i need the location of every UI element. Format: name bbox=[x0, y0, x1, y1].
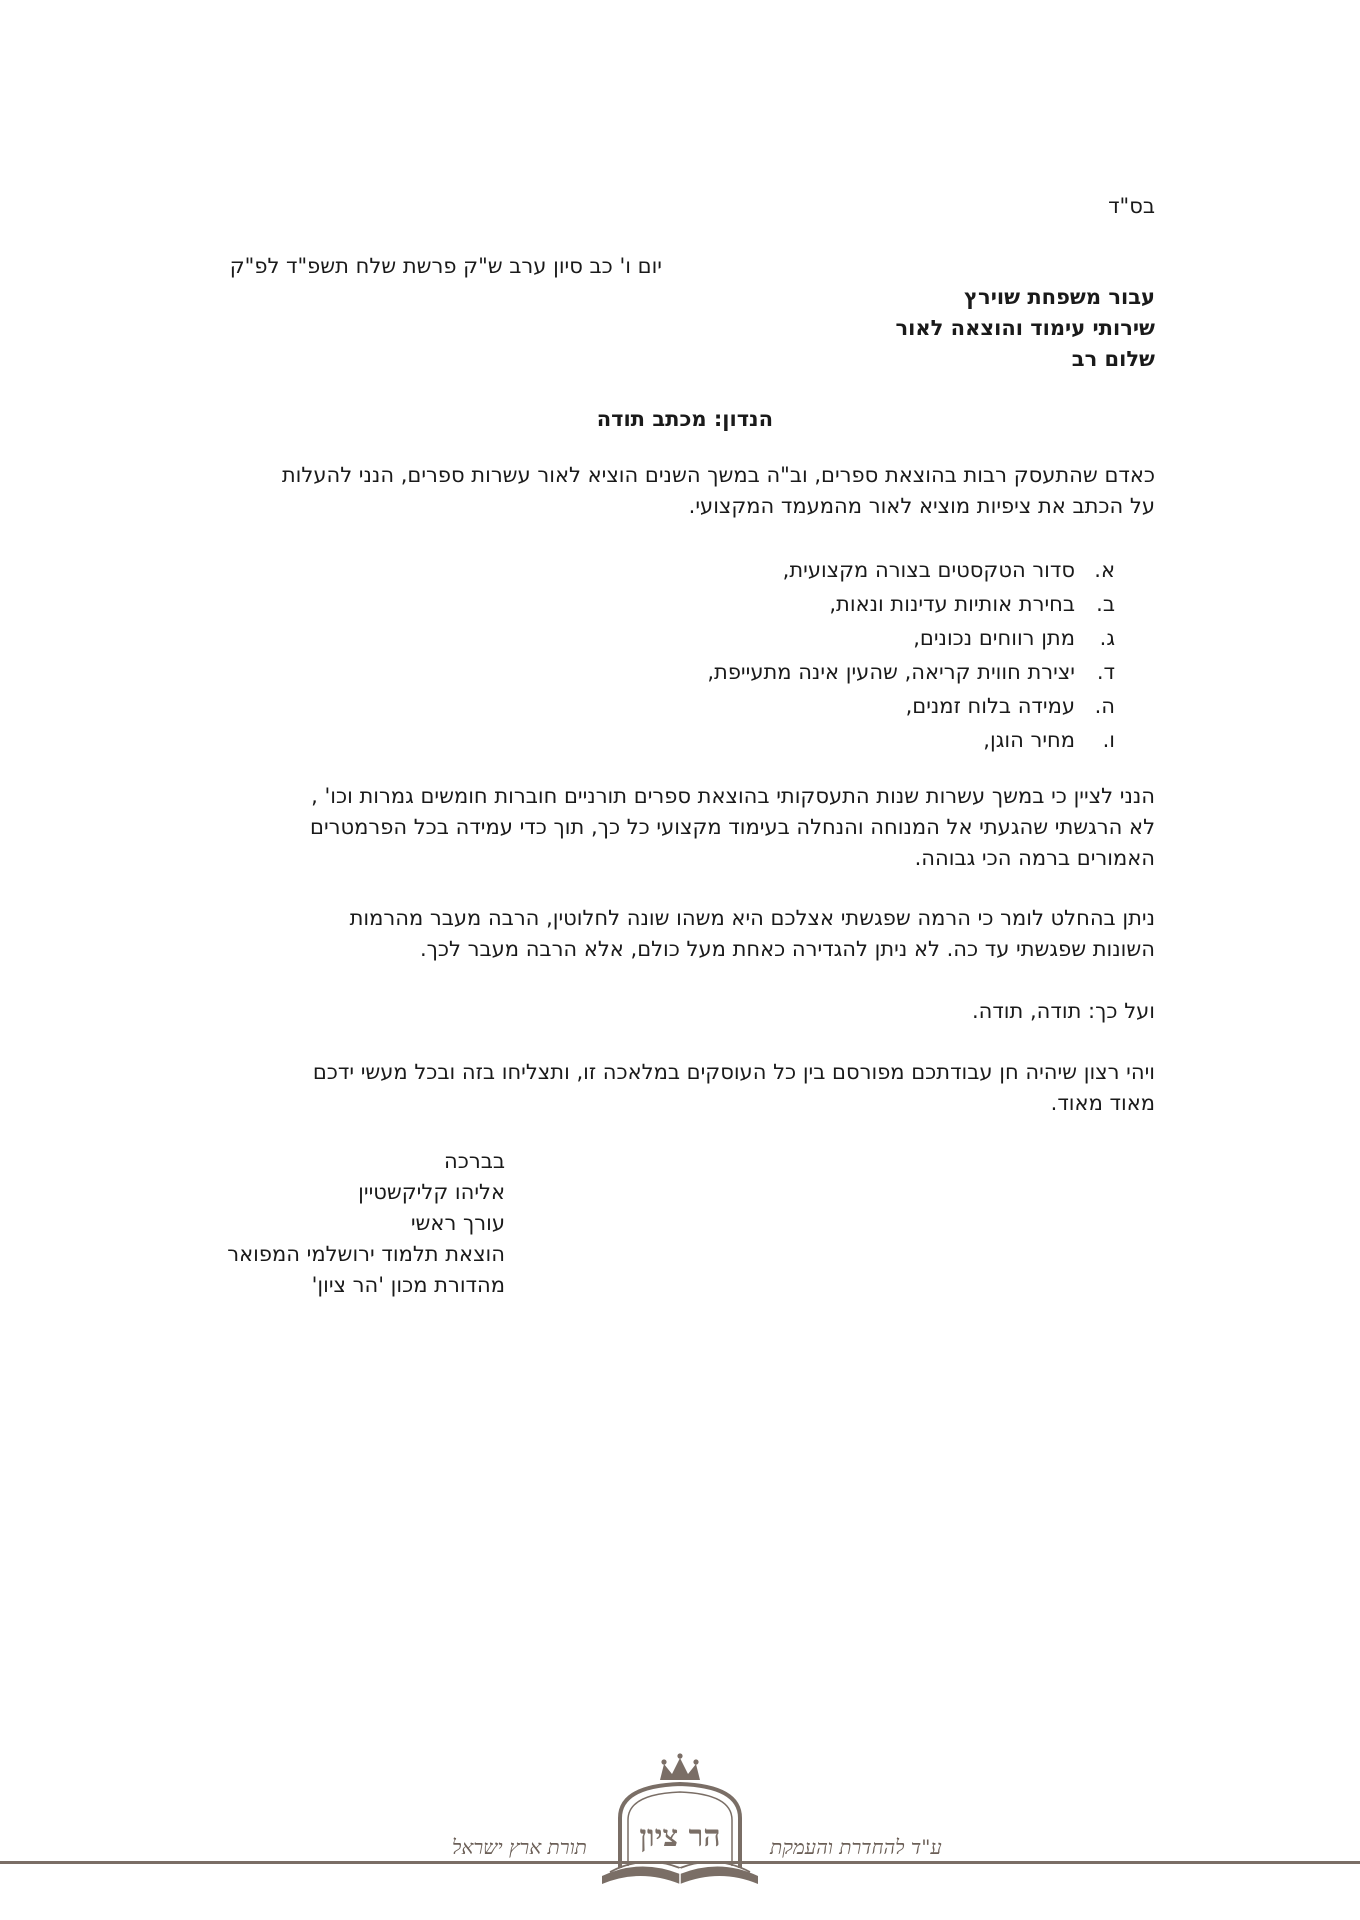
recipient-line-1: עבור משפחת שוירץ bbox=[964, 285, 1155, 309]
paragraph-5 bbox=[200, 1057, 1155, 1119]
signature-block bbox=[227, 1146, 505, 1301]
paragraph-2-line-1: הנני לציין כי במשך עשרות שנות התעסקותי בהוצאת ספרים תורניים חוברות חומשים גמרות וכו' , bbox=[311, 784, 1155, 808]
paragraph-2-line-2: לא הרגשתי שהגעתי אל המנוחה והנחלה בעימוד מקצועי כל כך, תוך כדי עמידה בכל הפרמטרים bbox=[310, 815, 1155, 839]
list-text: יצירת חווית קריאה, שהעין אינה מתעייפת, bbox=[707, 660, 1075, 684]
list-item bbox=[707, 553, 1115, 587]
list-text: מתן רווחים נכונים, bbox=[913, 626, 1075, 650]
paragraph-4 bbox=[200, 996, 1155, 1027]
paragraph-3 bbox=[200, 903, 1155, 965]
bsd-heading: בס"ד bbox=[1108, 194, 1155, 218]
list-marker: ב. bbox=[1096, 592, 1115, 616]
signature-line-2: אליהו קליקשטיין bbox=[358, 1180, 505, 1204]
signature-line-5: מהדורת מכון 'הר ציון' bbox=[311, 1273, 505, 1297]
letter-date-text: יום ו' כב סיון ערב ש"ק פרשת שלח תשפ"ד לפ"ק bbox=[229, 254, 662, 278]
logo-text: הר ציון bbox=[639, 1819, 721, 1854]
list-item bbox=[707, 587, 1115, 621]
list-text: מחיר הוגן, bbox=[983, 728, 1075, 752]
paragraph-1-line-1: כאדם שהתעסק רבות בהוצאת ספרים, וב"ה במשך השנים הוציא לאור עשרות ספרים, הנני להעלות bbox=[281, 463, 1155, 487]
paragraph-2 bbox=[200, 781, 1155, 874]
expectations-list bbox=[707, 553, 1115, 757]
list-item bbox=[707, 723, 1115, 757]
paragraph-3-line-1: ניתן בהחלט לומר כי הרמה שפגשתי אצלכם היא משהו שונה לחלוטין, הרבה מעבר מהרמות bbox=[349, 906, 1155, 930]
list-text: בחירת אותיות עדינות ונאות, bbox=[829, 592, 1075, 616]
paragraph-3-line-2: השונות שפגשתי עד כה. לא ניתן להגדירה כאחת מעל כולם, אלא הרבה מעבר לכך. bbox=[419, 937, 1155, 961]
list-marker: ג. bbox=[1099, 626, 1115, 650]
recipient-line-3: שלום רב bbox=[1071, 347, 1155, 371]
signature-line-4: הוצאת תלמוד ירושלמי המפואר bbox=[227, 1242, 505, 1266]
list-marker: ד. bbox=[1096, 660, 1115, 684]
har-zion-logo-icon bbox=[598, 1750, 762, 1890]
list-item bbox=[707, 689, 1115, 723]
paragraph-2-line-3: האמורים ברמה הכי גבוהה. bbox=[914, 846, 1155, 870]
paragraph-1-line-2: על הכתב את ציפיות מוציא לאור מהמעמד המקצועי. bbox=[688, 494, 1155, 518]
list-text: עמידה בלוח זמנים, bbox=[905, 694, 1075, 718]
letter-subject: הנדון: מכתב תודה bbox=[596, 407, 773, 431]
signature-line-3: עורך ראשי bbox=[410, 1211, 505, 1235]
list-marker: ה. bbox=[1094, 694, 1115, 718]
paragraph-5-line-2: מאוד מאוד. bbox=[1050, 1091, 1155, 1115]
list-marker: ו. bbox=[1102, 728, 1115, 752]
list-item bbox=[707, 621, 1115, 655]
recipient-block bbox=[896, 282, 1155, 375]
list-text: סדור הטקסטים בצורה מקצועית, bbox=[782, 558, 1075, 582]
recipient-line-2: שירותי עימוד והוצאה לאור bbox=[895, 316, 1155, 340]
letterhead-footer bbox=[0, 1720, 1360, 1920]
footer-right-text: ע"ד להחדרת והעמקת bbox=[770, 1835, 942, 1859]
list-marker: א. bbox=[1094, 558, 1115, 582]
paragraph-1 bbox=[200, 460, 1155, 522]
letter-date bbox=[200, 250, 1155, 283]
paragraph-4-line-1: ועל כך: תודה, תודה. bbox=[971, 999, 1155, 1023]
list-item bbox=[707, 655, 1115, 689]
signature-line-1: בברכה bbox=[444, 1149, 505, 1173]
paragraph-5-line-1: ויהי רצון שיהיה חן עבודתכם מפורסם בין כל העוסקים במלאכה זו, ותצליחו בזה ובכל מעשי ידכם bbox=[312, 1060, 1155, 1084]
footer-left-text: תורת ארץ ישראל bbox=[452, 1835, 587, 1859]
